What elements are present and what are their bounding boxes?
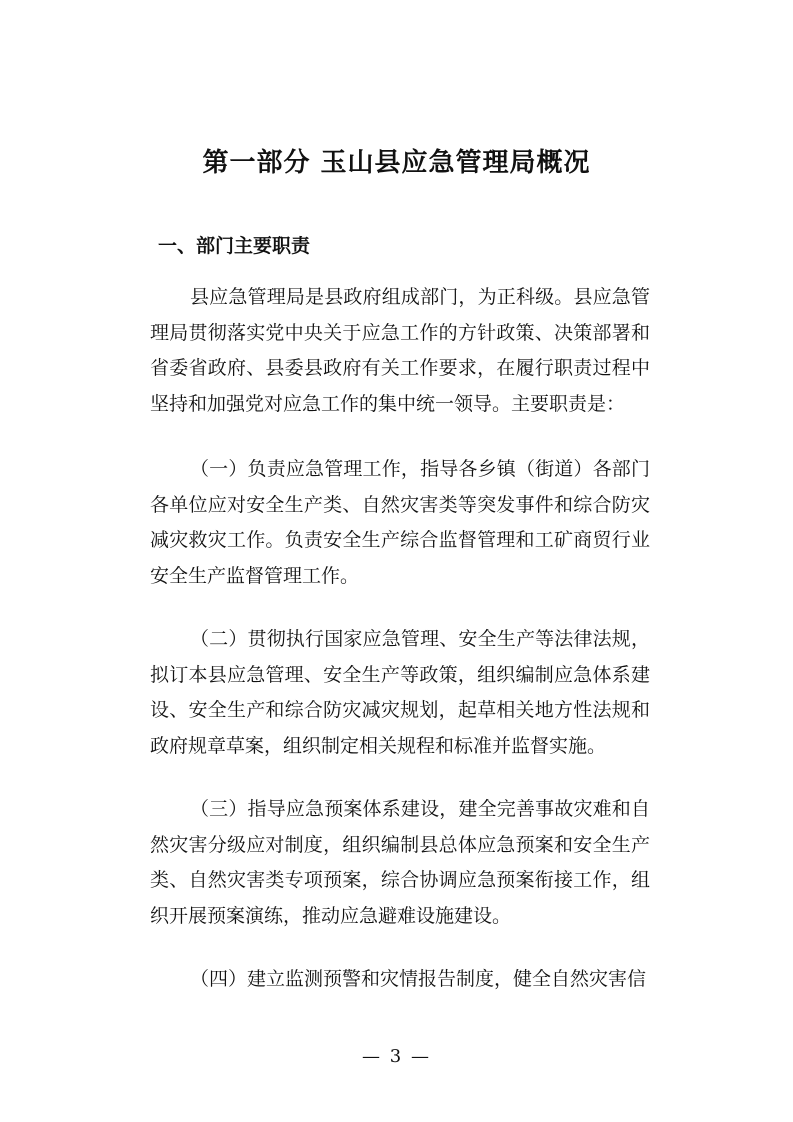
page-number: — 3 —: [362, 1046, 431, 1067]
section-heading: 一、部门主要职责: [158, 235, 311, 257]
paragraph-duty-2: （二）贯彻执行国家应急管理、安全生产等法律法规，拟订本县应急管理、安全生产等政策，组织编制应急体系建设、安全生产和综合防灾减灾规划，起草相关地方性法规和政府规章草案，组织制定相关规程和标准并监督实施。: [150, 628, 650, 757]
paragraph-duty-1: （一）负责应急管理工作，指导各乡镇（街道）各部门各单位应对安全生产类、自然灾害类等突发事件和综合防灾减灾救灾工作。负责安全生产综合监督管理和工矿商贸行业安全生产监督管理工作。: [150, 458, 650, 587]
document-title: 第一部分 玉山县应急管理局概况: [202, 148, 591, 178]
paragraph-duty-4: （四）建立监测预警和灾情报告制度，健全自然灾害信: [190, 968, 647, 990]
paragraph-duty-3: （三）指导应急预案体系建设，建全完善事故灾难和自然灾害分级应对制度，组织编制县总体应急预案和安全生产类、自然灾害类专项预案，综合协调应急预案衔接工作，组织开展预案演练，推动应急避难设施建设。: [150, 798, 650, 927]
paragraph-intro: 县应急管理局是县政府组成部门，为正科级。县应急管理局贯彻落实党中央关于应急工作的方针政策、决策部署和省委省政府、县委县政府有关工作要求，在履行职责过程中坚持和加强党对应急工作的集中统一领导。主要职责是：: [150, 286, 650, 415]
